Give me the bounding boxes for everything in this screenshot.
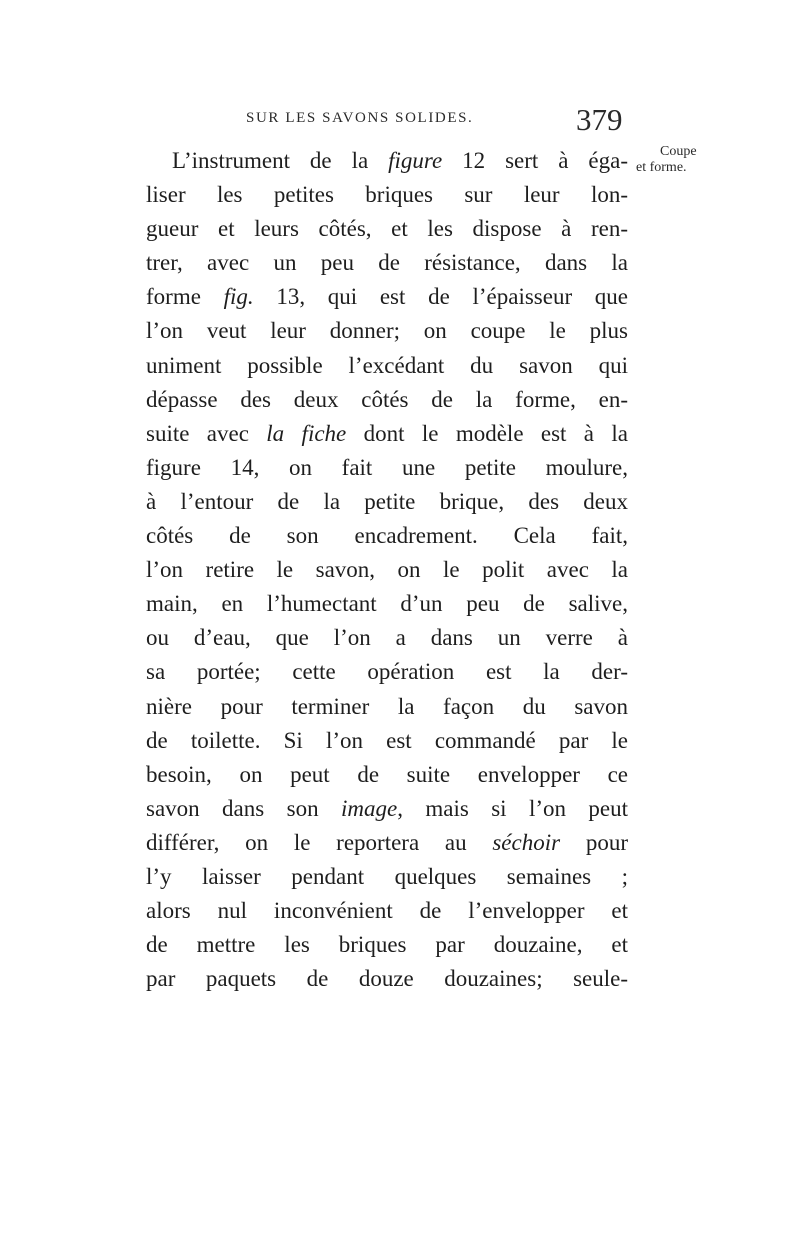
text-segment: besoin, on peut de suite envelopper ce <box>146 761 628 787</box>
margin-note-line: et forme. <box>636 160 687 175</box>
text-segment: pour <box>560 829 628 855</box>
italic-text: séchoir <box>492 829 561 855</box>
text-line <box>146 144 628 178</box>
text-segment: de mettre les briques par douzaine, et <box>146 932 628 958</box>
text-line <box>146 178 628 212</box>
text-segment: trer, avec un peu de résistance, dans la <box>146 250 628 276</box>
text-segment: par paquets de douze douzaines; seule- <box>146 966 628 992</box>
text-line <box>146 246 628 280</box>
text-segment: , mais si l’on peut <box>397 795 628 821</box>
text-segment: forme <box>146 284 224 310</box>
text-segment: à l’entour de la petite brique, des deux <box>146 488 628 514</box>
text-segment: gueur et leurs côtés, et les dispose à ren- <box>146 216 628 242</box>
text-line <box>146 758 628 792</box>
page-number: 379 <box>576 102 623 137</box>
text-segment: côtés de son encadrement. Cela fait, <box>146 523 628 549</box>
text-segment: ou d’eau, que l’on a dans un verre à <box>146 625 628 651</box>
text-line <box>146 826 628 860</box>
text-line <box>146 587 628 621</box>
text-segment: alors nul inconvénient de l’envelopper et <box>146 898 628 924</box>
text-line <box>146 485 628 519</box>
text-line <box>146 792 628 826</box>
text-line <box>146 655 628 689</box>
italic-text: fig. <box>223 284 254 310</box>
text-segment: uniment possible l’excédant du savon qui <box>146 352 628 378</box>
text-line <box>146 349 628 383</box>
text-line <box>146 724 628 758</box>
italic-text: image <box>340 795 398 821</box>
text-segment: figure 14, on fait une petite moulure, <box>146 454 628 480</box>
text-segment: liser les petites briques sur leur lon- <box>146 182 628 208</box>
text-line <box>146 962 628 996</box>
text-segment: sa portée; cette opération est la der- <box>146 659 628 685</box>
text-line <box>146 928 628 962</box>
text-segment: dépasse des deux côtés de la forme, en- <box>146 386 628 412</box>
margin-note-line: Coupe <box>660 144 697 159</box>
text-line <box>146 690 628 724</box>
margin-note <box>636 144 726 176</box>
body-paragraph <box>146 144 628 996</box>
text-segment: 12 sert à éga- <box>442 148 628 173</box>
text-line <box>146 417 628 451</box>
text-line <box>146 553 628 587</box>
text-segment: l’y laisser pendant quelques semaines ; <box>146 863 628 889</box>
text-line <box>146 519 628 553</box>
text-line <box>146 212 628 246</box>
text-line <box>146 383 628 417</box>
text-segment: savon dans son <box>146 795 341 821</box>
text-segment: L’instrument de la <box>172 148 389 173</box>
text-segment: main, en l’humectant d’un peu de salive, <box>146 591 628 617</box>
text-segment: différer, on le reportera au <box>146 829 493 855</box>
text-segment: dont le modèle est à la <box>346 420 628 446</box>
text-segment: l’on veut leur donner; on coupe le plus <box>146 318 628 344</box>
running-head <box>246 102 646 138</box>
italic-text: figure <box>388 148 443 173</box>
text-line <box>146 451 628 485</box>
italic-text: la fiche <box>266 420 347 446</box>
text-segment: de toilette. Si l’on est commandé par le <box>146 727 628 753</box>
text-line <box>146 314 628 348</box>
text-segment: 13, qui est de l’épaisseur que <box>253 284 628 310</box>
text-segment: nière pour terminer la façon du savon <box>146 693 628 719</box>
text-line <box>146 621 628 655</box>
text-segment: suite avec <box>146 420 267 446</box>
running-title: SUR LES SAVONS SOLIDES. <box>246 110 474 126</box>
text-line <box>146 894 628 928</box>
text-line <box>146 280 628 314</box>
text-line <box>146 860 628 894</box>
text-segment: l’on retire le savon, on le polit avec la <box>146 557 628 583</box>
